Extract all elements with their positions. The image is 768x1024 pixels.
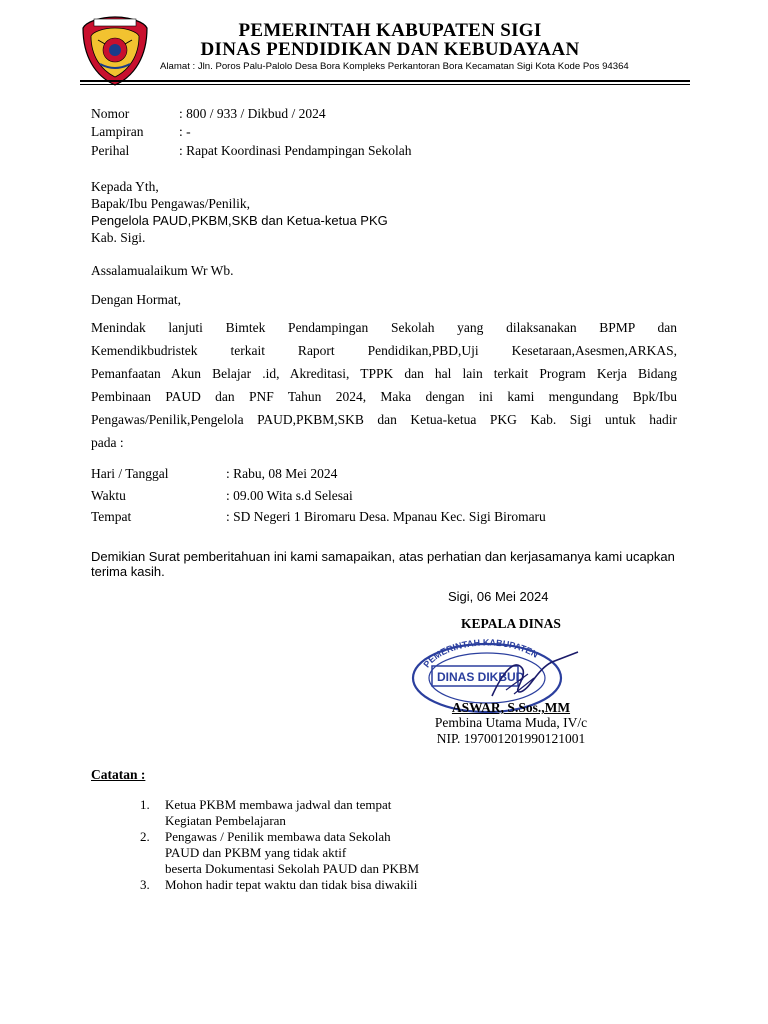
signature-place-date: Sigi, 06 Mei 2024 [448, 589, 549, 604]
signature-rank: Pembina Utama Muda, IV/c [434, 715, 588, 730]
meta-label-nomor: Nomor [91, 106, 130, 121]
meta-value-lampiran: : - [179, 124, 191, 139]
closing-line: Demikian Surat pemberitahuan ini kami samapaikan, atas perhatian dan kerjasamanya kami ucapkan [91, 549, 675, 564]
signature-name: ASWAR, S.Sos.,MM [451, 700, 571, 715]
body-line: pada : [91, 435, 124, 450]
meta-label-lampiran: Lampiran [91, 124, 144, 139]
notes-title: Catatan : [91, 767, 146, 782]
stamp-ring-text: PEMERINTAH KABUPATEN [421, 637, 540, 670]
note-line: Ketua PKBM membawa jadwal dan tempat [165, 797, 392, 812]
recipient-line: Kepada Yth, [91, 179, 159, 194]
header-divider-thin [80, 84, 690, 85]
body-line: Menindak lanjuti Bimtek Pendampingan Sekolah yang dilaksanakan BPMP dan [91, 320, 677, 335]
detail-value-date: : Rabu, 08 Mei 2024 [226, 466, 338, 481]
note-line: PAUD dan PKBM yang tidak aktif [165, 845, 347, 860]
body-line: Pemanfaatan Akun Belajar .id, Akreditasi, TPPK dan hal lain terkait Program Kerja Bidang [91, 366, 677, 381]
signature-nip: NIP. 197001201990121001 [436, 731, 586, 746]
recipient-line: Bapak/Ibu Pengawas/Penilik, [91, 196, 250, 211]
header-divider-thick [80, 80, 690, 82]
detail-label-time: Waktu [91, 488, 126, 503]
body-paragraph [91, 316, 677, 454]
meta-label-perihal: Perihal [91, 143, 130, 158]
note-line: beserta Dokumentasi Sekolah PAUD dan PKBM [165, 861, 420, 876]
note-line: Pengawas / Penilik membawa data Sekolah [165, 829, 391, 844]
note-number: 3. [140, 877, 150, 892]
salutation: Dengan Hormat, [91, 292, 181, 307]
kabupaten-sigi-logo [80, 14, 150, 88]
note-line: Mohon hadir tepat waktu dan tidak bisa diwakili [165, 877, 418, 892]
detail-label-date: Hari / Tanggal [91, 466, 169, 481]
body-line: Pembinaan PAUD dan PNF Tahun 2024, Maka dengan ini kami mengundang Bpk/Ibu [91, 389, 677, 404]
header-address: Alamat : Jln. Poros Palu-Palolo Desa Bora Kompleks Perkantoran Bora Kecamatan Sigi Kota Kode Pos 94364 [160, 61, 629, 72]
body-line: Pengawas/Penilik,Pengelola PAUD,PKBM,SKB dan Ketua-ketua PKG Kab. Sigi untuk hadir [91, 412, 677, 427]
recipient-line: Kab. Sigi. [91, 230, 146, 245]
meta-value-nomor: : 800 / 933 / Dikbud / 2024 [179, 106, 326, 121]
header-department-name: DINAS PENDIDIKAN DAN KEBUDAYAAN [200, 39, 580, 60]
closing-line: terima kasih. [91, 564, 165, 579]
body-line: Kemendikbudristek terkait Raport Pendidikan,PBD,Uji Kesetaraan,Asesmen,ARKAS, [91, 343, 677, 358]
note-number: 2. [140, 829, 150, 844]
note-number: 1. [140, 797, 150, 812]
detail-value-place: : SD Negeri 1 Biromaru Desa. Mpanau Kec. Sigi Biromaru [226, 509, 546, 524]
stamp-center-text: DINAS DIKBUD [437, 670, 525, 684]
header-government-name: PEMERINTAH KABUPATEN SIGI [238, 20, 542, 41]
recipient-line: Pengelola PAUD,PKBM,SKB dan Ketua-ketua PKG [91, 213, 388, 228]
detail-label-place: Tempat [91, 509, 132, 524]
signature-position: KEPALA DINAS [461, 616, 561, 631]
greeting: Assalamualaikum Wr Wb. [91, 263, 234, 278]
detail-value-time: : 09.00 Wita s.d Selesai [226, 488, 353, 503]
note-line: Kegiatan Pembelajaran [165, 813, 286, 828]
meta-value-perihal: : Rapat Koordinasi Pendampingan Sekolah [179, 143, 412, 158]
